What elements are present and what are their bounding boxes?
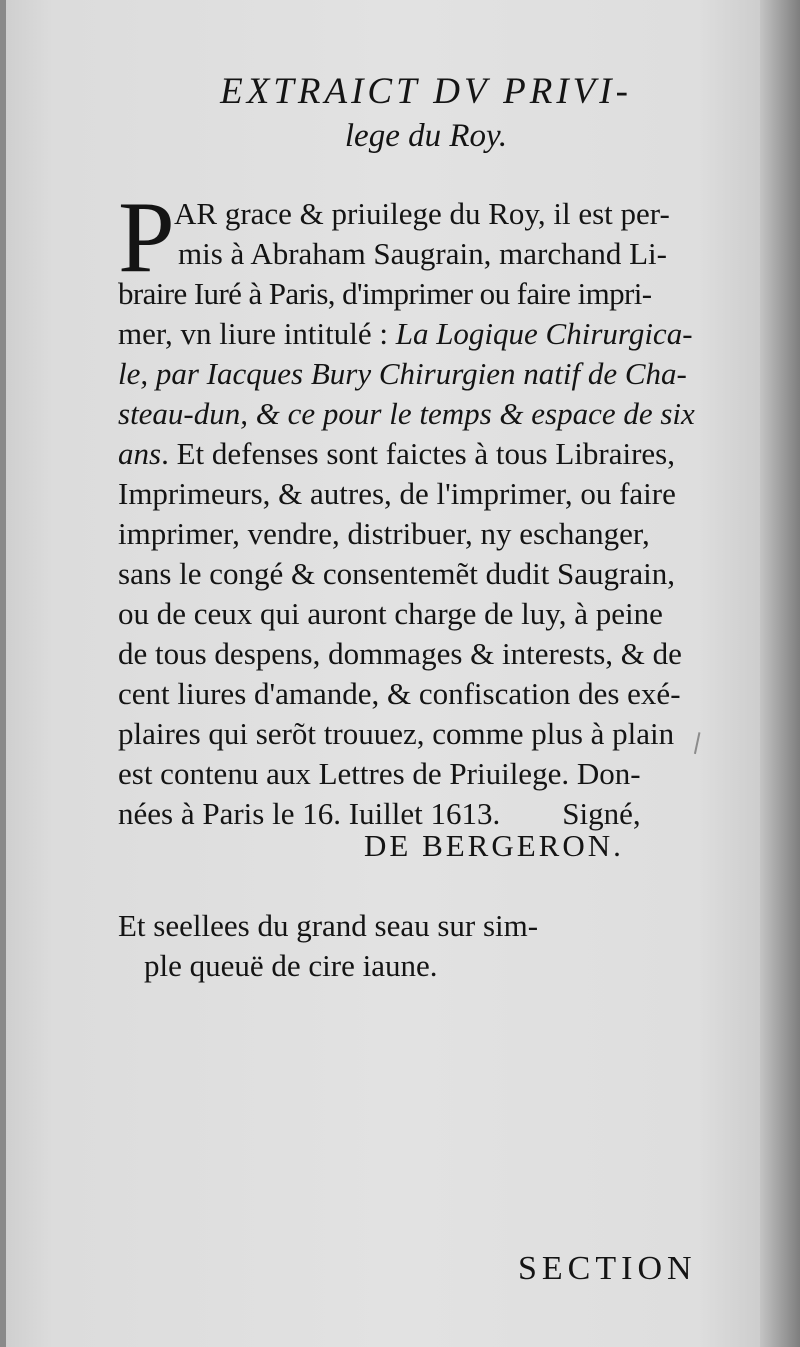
signature-line: DE BERGERON. (364, 828, 624, 863)
body-line-3: braire Iuré à Paris, d'imprimer ou faire impri- (118, 276, 652, 311)
catchword: SECTION (518, 1250, 697, 1287)
book-gutter (760, 0, 800, 1347)
body-line-12: de tous despens, dommages & interests, & de (118, 636, 682, 671)
seal-line-1: Et seellees du grand seau sur sim- (118, 908, 539, 943)
page (6, 0, 792, 1347)
body-line-4 (118, 316, 693, 352)
body-line-5: le, par Iacques Bury Chirurgien natif de Cha- (118, 356, 687, 391)
ink-mark (694, 732, 718, 758)
body-line-11: ou de ceux qui auront charge de luy, à peine (118, 596, 663, 631)
seal-line-2: ple queuë de cire iaune. (144, 948, 438, 983)
body-line-15: est contenu aux Lettres de Priuilege. Don- (118, 756, 641, 791)
body-line-10: sans le congé & consentemẽt dudit Saugrain, (118, 556, 676, 591)
body-line-7-italic: ans (118, 436, 162, 471)
body-line-7 (118, 436, 675, 472)
body-line-9: imprimer, vendre, distribuer, ny eschanger, (118, 516, 650, 551)
heading-line-2: lege du Roy. (344, 118, 508, 154)
date-text: nées à Paris le 16. Iuillet 1613. (118, 796, 501, 831)
body-line-7-roman: . Et defenses sont faictes à tous Libraires, (161, 436, 675, 471)
heading-line-1: EXTRAICT DV PRIVI- (220, 71, 632, 112)
drop-cap: P (118, 181, 175, 294)
body-line-4-roman: mer, vn liure intitulé : (118, 316, 396, 351)
body-line-16 (118, 796, 641, 832)
body-line-2: mis à Abraham Saugrain, marchand Li- (178, 236, 667, 271)
body-line-1: AR grace & priuilege du Roy, il est per- (174, 196, 670, 231)
body-line-8: Imprimeurs, & autres, de l'imprimer, ou faire (118, 476, 676, 511)
body-line-6: steau-dun, & ce pour le temps & espace de six (118, 396, 695, 431)
body-line-13: cent liures d'amande, & confiscation des exé- (118, 676, 681, 711)
body-line-14: plaires qui serõt trouuez, comme plus à plain (118, 716, 675, 751)
book-title: La Logique Chirurgica- (395, 316, 693, 351)
signed-label: Signé, (562, 796, 641, 831)
